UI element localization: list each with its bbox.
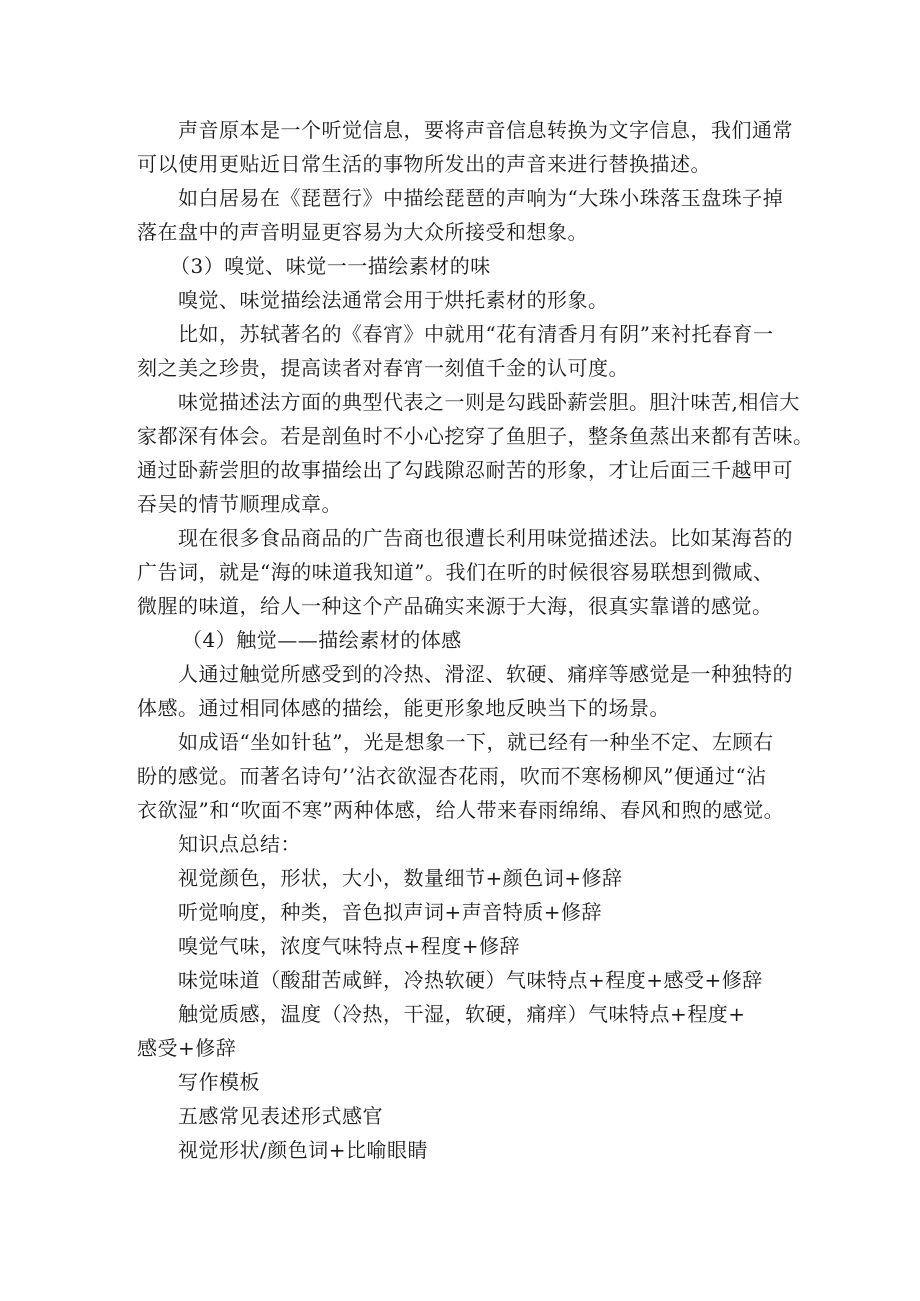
paragraph-line: 可以使用更贴近日常生活的事物所发出的声音来进行替换描述。: [137, 152, 711, 176]
paragraph-line: 声音原本是一个听觉信息，要将声音信息转换为文字信息，我们通常: [178, 118, 793, 142]
paragraph-line: 嗅觉、味觉描绘法通常会用于烘托素材的形象。: [178, 288, 609, 312]
paragraph-line: 通过卧薪尝胆的故事描绘出了勾践隙忍耐苦的形象，才让后面三千越甲可: [137, 458, 793, 482]
summary-item: 感受+修辞: [137, 1036, 237, 1060]
summary-heading: 知识点总结：: [178, 832, 301, 856]
summary-item: 触觉质感，温度（冷热，干湿，软硬，痛痒）气味特点+程度+: [178, 1002, 746, 1026]
paragraph-line: 人通过触觉所感受到的冷热、滑涩、软硬、痛痒等感觉是一种独特的: [178, 662, 793, 686]
summary-item: 味觉味道（酸甜苦咸鲜，冷热软硬）气味特点+程度+感受+修辞: [178, 968, 763, 992]
summary-item: 视觉颜色，形状，大小，数量细节+颜色词+修辞: [178, 866, 623, 890]
paragraph-line: 落在盘中的声音明显更容易为大众所接受和想象。: [137, 220, 588, 244]
section-heading: （3）嗅觉、味觉一一描绘素材的味: [170, 254, 491, 278]
paragraph-line: 现在很多食品商品的广告商也很遭长利用味觉描述法。比如某海苔的: [178, 526, 793, 550]
summary-item: 嗅觉气味，浓度气味特点+程度+修辞: [178, 934, 521, 958]
template-item: 五感常见表述形式感官: [178, 1104, 383, 1128]
section-heading: （4）触觉——描绘素材的体感: [182, 628, 462, 652]
template-item: 视觉形状/颜色词+比喻眼睛: [178, 1138, 428, 1162]
paragraph-line: 吞吴的情节顺理成章。: [137, 492, 342, 516]
paragraph-line: 广告词，就是“海的味道我知道”。我们在听的时候很容易联想到微咸、: [137, 560, 774, 584]
paragraph-line: 如白居易在《琵琶行》中描绘琵琶的声响为“大珠小珠落玉盘珠子掉: [178, 186, 784, 210]
summary-item: 听觉响度，种类，音色拟声词+声音特质+修辞: [178, 900, 603, 924]
paragraph-line: 刻之美之珍贵，提高读者对春宵一刻值千金的认可度。: [137, 356, 629, 380]
paragraph-line: 微腥的味道，给人一种这个产品确实来源于大海，很真实靠谱的感觉。: [137, 594, 773, 618]
paragraph-line: 盼的感觉。而著名诗句’’沾衣欲湿杏花雨，吹而不寒杨柳风”便通过“沾: [137, 764, 767, 788]
paragraph-line: 体感。通过相同体感的描绘，能更形象地反映当下的场景。: [137, 696, 670, 720]
paragraph-line: 比如，苏轼著名的《春宵》中就用“花有清香月有阴”来衬托春育一: [178, 322, 774, 346]
paragraph-line: 如成语“坐如针毡”，光是想象一下，就已经有一种坐不定、左顾右: [178, 730, 774, 754]
paragraph-line: 味觉描述法方面的典型代表之一则是勾践卧薪尝胆。胆汁味苦,相信大: [178, 390, 800, 414]
template-heading: 写作模板: [178, 1070, 260, 1094]
paragraph-line: 衣欲湿”和“吹面不寒”两种体感，给人带来春雨绵绵、春风和煦的感觉。: [137, 798, 785, 822]
paragraph-line: 家都深有体会。若是剖鱼时不小心挖穿了鱼胆子，整条鱼蒸出来都有苦味。: [137, 424, 814, 448]
